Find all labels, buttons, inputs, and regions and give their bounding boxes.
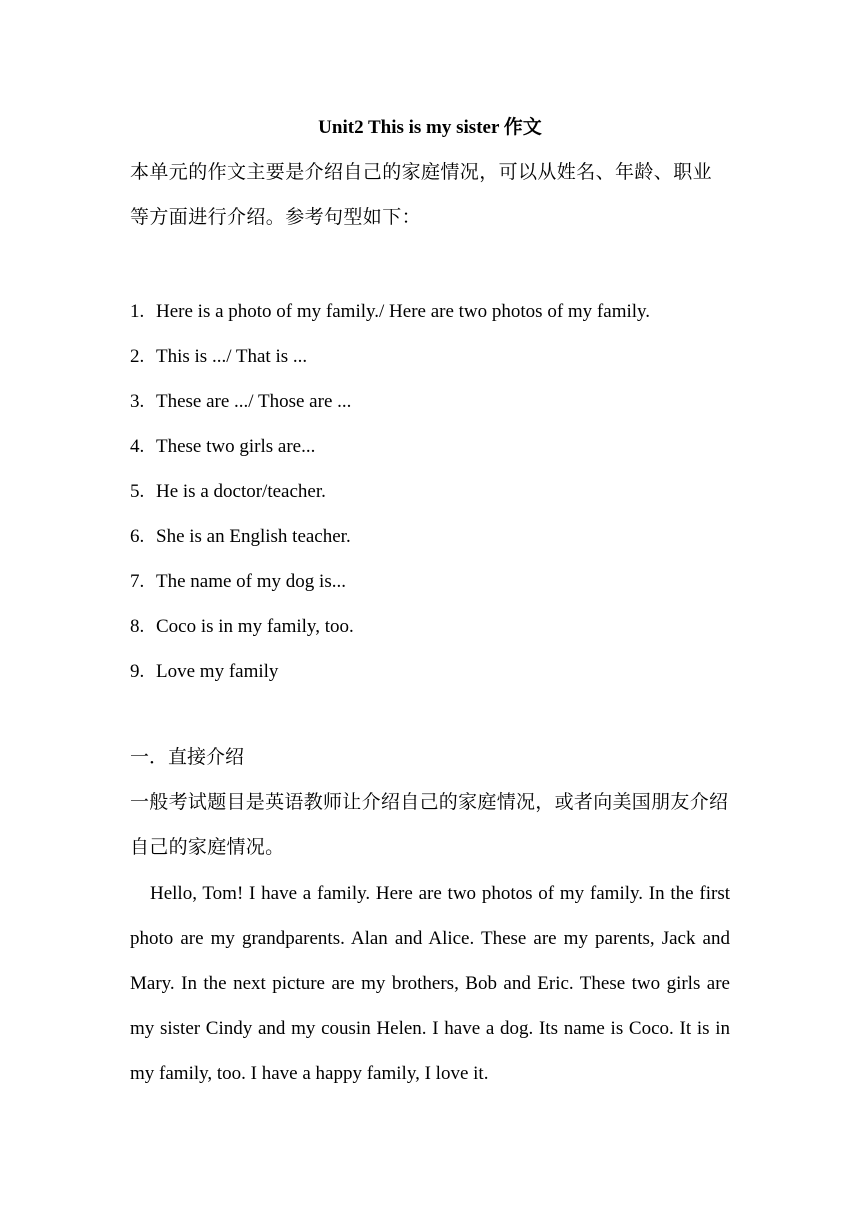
sentence-text: This is .../ That is ... xyxy=(156,346,308,367)
reference-sentence xyxy=(130,469,650,514)
sentence-text: She is an English teacher. xyxy=(156,526,351,547)
reference-sentence xyxy=(130,649,650,694)
sentence-number: 2. xyxy=(130,346,145,367)
sentence-text: The name of my dog is... xyxy=(156,571,346,592)
sentence-text: These are .../ Those are ... xyxy=(156,391,352,412)
sentence-text: These two girls are... xyxy=(156,436,316,457)
reference-sentence xyxy=(130,514,650,559)
sample-essay: Hello, Tom! I have a family. Here are two photos of my family. In the first photo are my grandparents. Alan and Alice. These are my parents, Jack and Mary. In the next picture are my brothers, Bob and Eric. These two girls are my sister Cindy and my cousin Helen. I have a dog. Its name is Coco. It is in my family, too. I have a happy family, I love it. xyxy=(130,883,730,1084)
reference-sentence xyxy=(130,289,650,334)
document-title: Unit2 This is my sister 作文 xyxy=(318,117,542,138)
reference-sentence-list xyxy=(130,289,650,694)
sentence-number: 5. xyxy=(130,481,145,502)
sentence-text: Coco is in my family, too. xyxy=(156,616,354,637)
sentence-number: 3. xyxy=(130,391,145,412)
sentence-number: 7. xyxy=(130,571,145,592)
sentence-text: Love my family xyxy=(156,661,279,682)
reference-sentence xyxy=(130,424,650,469)
intro-paragraph: 本单元的作文主要是介绍自己的家庭情况，可以从姓名、年龄、职业等方面进行介绍。参考句型如下： xyxy=(130,162,713,228)
reference-sentence xyxy=(130,604,650,649)
reference-sentence xyxy=(130,379,650,424)
sentence-number: 1. xyxy=(130,301,145,322)
sentence-number: 9. xyxy=(130,661,145,682)
reference-sentence xyxy=(130,334,650,379)
section-prompt: 一般考试题目是英语教师让介绍自己的家庭情况，或者向美国朋友介绍自己的家庭情况。 xyxy=(130,792,729,858)
section-heading: 一．直接介绍 xyxy=(130,747,245,768)
sentence-number: 8. xyxy=(130,616,145,637)
sentence-text: He is a doctor/teacher. xyxy=(156,481,326,502)
sentence-number: 6. xyxy=(130,526,145,547)
sentence-number: 4. xyxy=(130,436,145,457)
sentence-text: Here is a photo of my family./ Here are two photos of my family. xyxy=(156,301,651,322)
reference-sentence xyxy=(130,559,650,604)
